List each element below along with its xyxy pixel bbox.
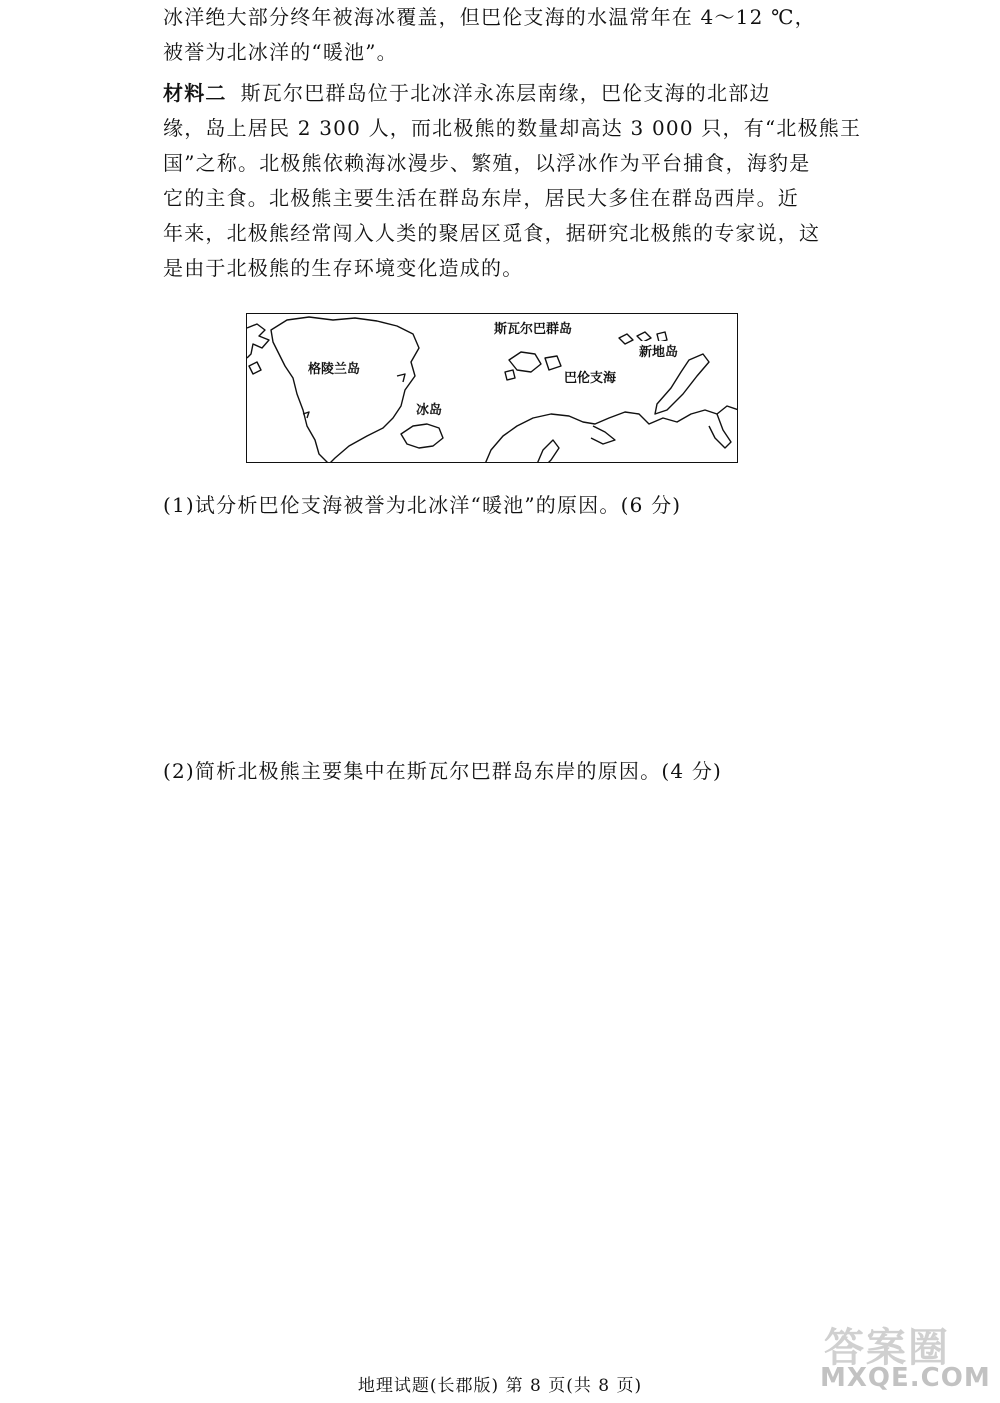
text-line: 国”之称。北极熊依赖海冰漫步、繁殖，以浮冰作为平台捕食，海豹是: [163, 151, 811, 175]
text-line: 缘，岛上居民 2 300 人，而北极熊的数量却高达 3 000 只，有“北极熊王: [163, 116, 862, 140]
region-map: [246, 313, 738, 463]
europe-coast: [485, 406, 738, 463]
white-sea: [591, 426, 615, 444]
question-2: (2)简析北极熊主要集中在斯瓦尔巴群岛东岸的原因。(4 分): [163, 759, 723, 783]
canada-island: [249, 362, 261, 374]
label-novaya-zemlya: 新地岛: [638, 341, 679, 360]
greenland-coast: [271, 317, 419, 463]
material-label: 材料二: [163, 81, 227, 105]
text-line: 它的主食。北极熊主要生活在群岛东岸，居民大多住在群岛西岸。近: [163, 186, 799, 210]
question-1: (1)试分析巴伦支海被誉为北冰洋“暖池”的原因。(6 分): [163, 493, 682, 517]
material-one-tail: [163, 0, 828, 70]
text-line: 被誉为北冰洋的“暖池”。: [163, 40, 398, 64]
text-line: [163, 76, 828, 111]
yamal-coast: [709, 414, 731, 448]
iceland-coast: [401, 424, 443, 448]
text-line: 是由于北极熊的生存环境变化造成的。: [163, 256, 524, 280]
label-svalbard: 斯瓦尔巴群岛: [493, 318, 573, 337]
watermark-top-text: 答案圈: [824, 1325, 950, 1371]
text-line: 冰洋绝大部分终年被海冰覆盖，但巴伦支海的水温常年在 4～12 ℃，: [163, 5, 816, 29]
novaya-zemlya: [655, 354, 709, 414]
material-two: [163, 76, 862, 286]
page-footer: 地理试题(长郡版) 第 8 页(共 8 页): [357, 1376, 643, 1396]
svalbard-main: [509, 352, 541, 372]
material-text: 斯瓦尔巴群岛位于北冰洋永冻层南缘，巴伦支海的北部边: [240, 81, 771, 105]
text-line: 年来，北极熊经常闯入人类的聚居区觅食，据研究北极熊的专家说，这: [163, 221, 821, 245]
watermark-bottom-text: MXQE.COM: [820, 1363, 991, 1393]
watermark-logo: [818, 1316, 991, 1396]
label-greenland: 格陵兰岛: [307, 358, 361, 377]
franz-josef-isle: [619, 334, 633, 344]
canada-coast: [247, 324, 269, 358]
greenland-inlet: [397, 374, 405, 382]
label-iceland: 冰岛: [415, 399, 443, 418]
baltic-coast: [537, 440, 559, 463]
svalbard-east: [545, 356, 561, 370]
label-barents-sea: 巴伦支海: [563, 367, 617, 386]
svalbard-isle: [505, 370, 515, 380]
